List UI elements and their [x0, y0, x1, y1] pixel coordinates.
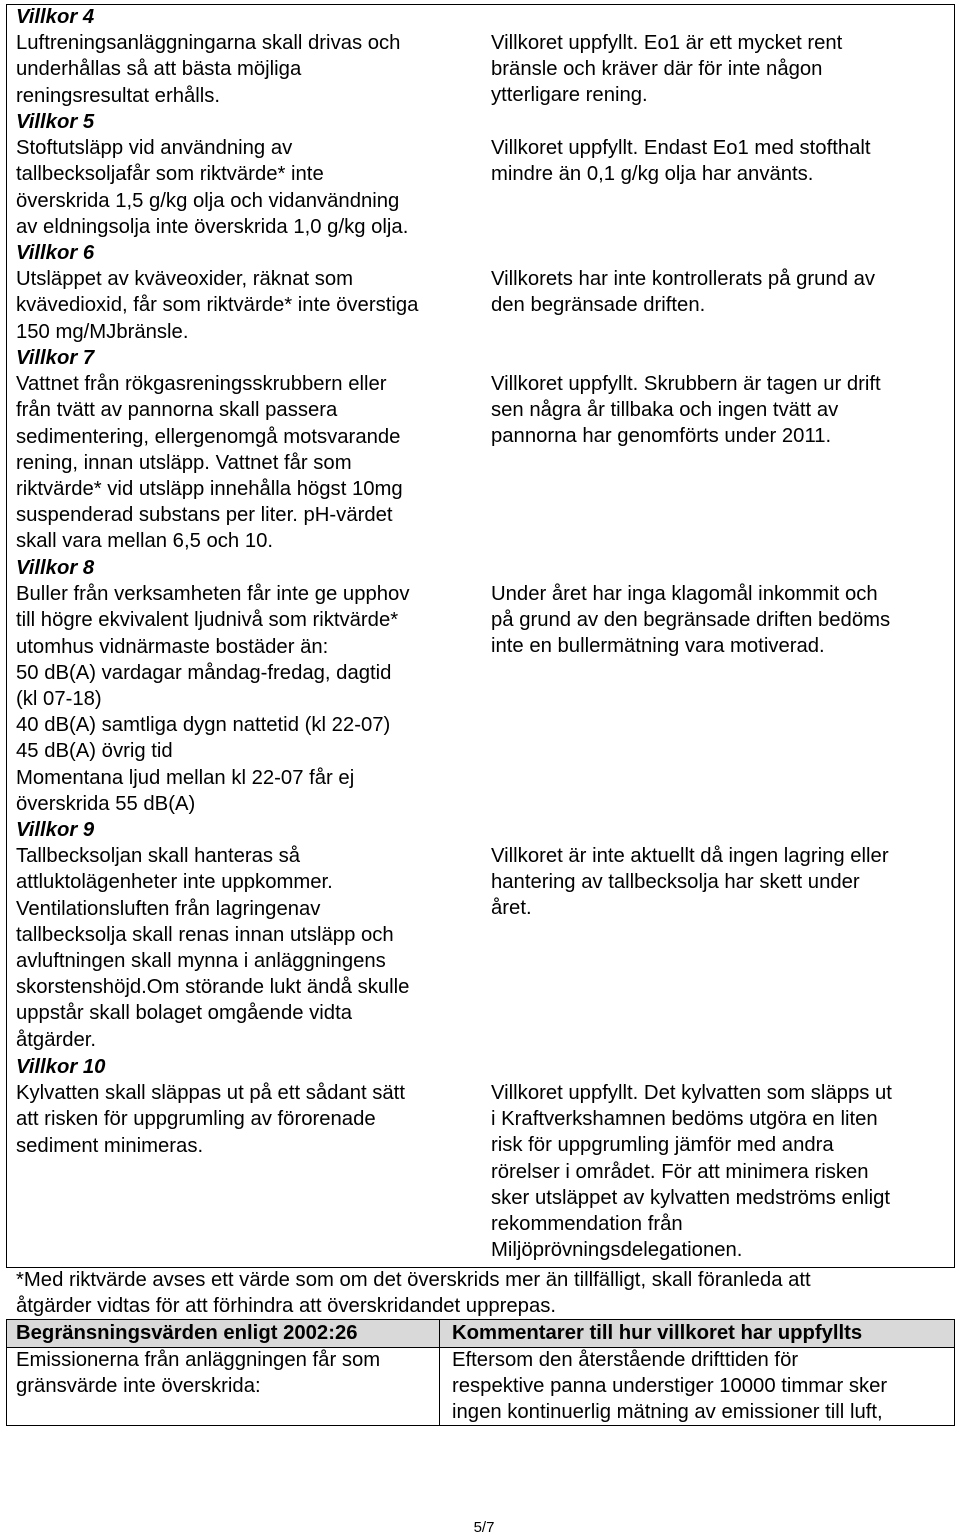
condition-5-comment: Villkoret uppfyllt. Endast Eo1 med stofthalt mindre än 0,1 g/kg olja har använts.	[491, 137, 871, 186]
condition-10-comment: Villkoret uppfyllt. Det kylvatten som släpps ut i Kraftverkshamnen bedöms utgöra en liten risk för uppgrumling jämför med andra rörelser i området. För att minimera risken sker utsläppet av kylvatten medströms enligt rekommendation från Miljöprövningsdelegationen.	[491, 1082, 892, 1262]
limits-table-column-divider	[439, 1320, 440, 1425]
condition-8	[16, 555, 471, 817]
condition-10	[16, 1054, 471, 1159]
limits-table-header-left: Begränsningsvärden enligt 2002:26	[16, 1322, 358, 1344]
condition-text: Vattnet från rökgasreningsskrubbern eller från tvätt av pannorna skall passera sedimentering, ellergenomgå motsvarande rening, innan utsläpp. Vattnet får som riktvärde* vid utsläpp innehålla högst 10mg suspenderad substans per liter. pH-värdet skall vara mellan 6,5 och 10.	[16, 373, 403, 553]
limits-table-cell-right: Eftersom den återstående drifttiden för respektive panna understiger 10000 timmar sker ingen kontinuerlig mätning av emissioner till luft,	[452, 1349, 888, 1424]
condition-text: Kylvatten skall släppas ut på ett sådant sätt att risken för uppgrumling av förorenade sediment minimeras.	[16, 1082, 405, 1157]
condition-title: Villkor 8	[16, 557, 95, 579]
condition-title: Villkor 6	[16, 242, 95, 264]
condition-9-comment: Villkoret är inte aktuellt då ingen lagring eller hantering av tallbecksolja har skett under året.	[491, 845, 889, 920]
limits-table-cell-left: Emissionerna från anläggningen får som gränsvärde inte överskrida:	[16, 1349, 381, 1398]
condition-text: Buller från verksamheten får inte ge upphov till högre ekvivalent ljudnivå som riktvärde* utomhus vidnärmaste bostäder än: 50 dB(A) vardagar måndag-fredag, dagtid (kl 07-18) 40 dB(A) samtliga dygn nattetid (kl 22-07) 45 dB(A) övrig tid Momentana ljud mellan kl 22-07 får ej överskrida 55 dB(A)	[16, 583, 410, 815]
condition-5	[16, 109, 471, 240]
footnote: *Med riktvärde avses ett värde som om det överskrids mer än tillfälligt, skall föranleda att åtgärder vidtas för att förhindra att överskridandet upprepas.	[16, 1269, 811, 1318]
limits-table	[6, 1319, 955, 1426]
condition-6-comment: Villkorets har inte kontrollerats på grund av den begränsade driften.	[491, 268, 876, 317]
condition-title: Villkor 10	[16, 1056, 106, 1078]
limits-table-header-right: Kommentarer till hur villkoret har uppfyllts	[452, 1322, 863, 1344]
page-number: 5/7	[473, 1519, 495, 1536]
condition-title: Villkor 5	[16, 111, 95, 133]
condition-7	[16, 345, 471, 555]
condition-title: Villkor 4	[16, 6, 95, 28]
condition-7-comment: Villkoret uppfyllt. Skrubbern är tagen ur drift sen några år tillbaka och ingen tvätt av pannorna har genomförts under 2011.	[491, 373, 881, 448]
condition-text: Luftreningsanläggningarna skall drivas och underhållas så att bästa möjliga reningsresultat erhålls.	[16, 32, 401, 107]
condition-text: Tallbecksoljan skall hanteras så attluktolägenheter inte uppkommer. Ventilationsluften från lagringenav tallbecksolja skall renas innan utsläpp och avluftningen skall mynna i anläggningens skorstenshöjd.Om störande lukt ändå skulle uppstår skall bolaget omgående vidta åtgärder.	[16, 845, 410, 1051]
condition-8-comment: Under året har inga klagomål inkommit och på grund av den begränsade driften bedöms inte en bullermätning vara motiverad.	[491, 583, 891, 658]
condition-6	[16, 240, 471, 345]
condition-4-comment: Villkoret uppfyllt. Eo1 är ett mycket rent bränsle och kräver där för inte någon ytterligare rening.	[491, 32, 843, 107]
condition-text: Utsläppet av kväveoxider, räknat som kvävedioxid, får som riktvärde* inte överstiga 150 mg/MJbränsle.	[16, 268, 419, 343]
condition-title: Villkor 9	[16, 819, 95, 841]
condition-4	[16, 4, 471, 109]
condition-text: Stoftutsläpp vid användning av tallbecksoljafår som riktvärde* inte överskrida 1,5 g/kg olja och vidanvändning av eldningsolja inte överskrida 1,0 g/kg olja.	[16, 137, 409, 238]
condition-title: Villkor 7	[16, 347, 95, 369]
condition-9	[16, 817, 471, 1053]
